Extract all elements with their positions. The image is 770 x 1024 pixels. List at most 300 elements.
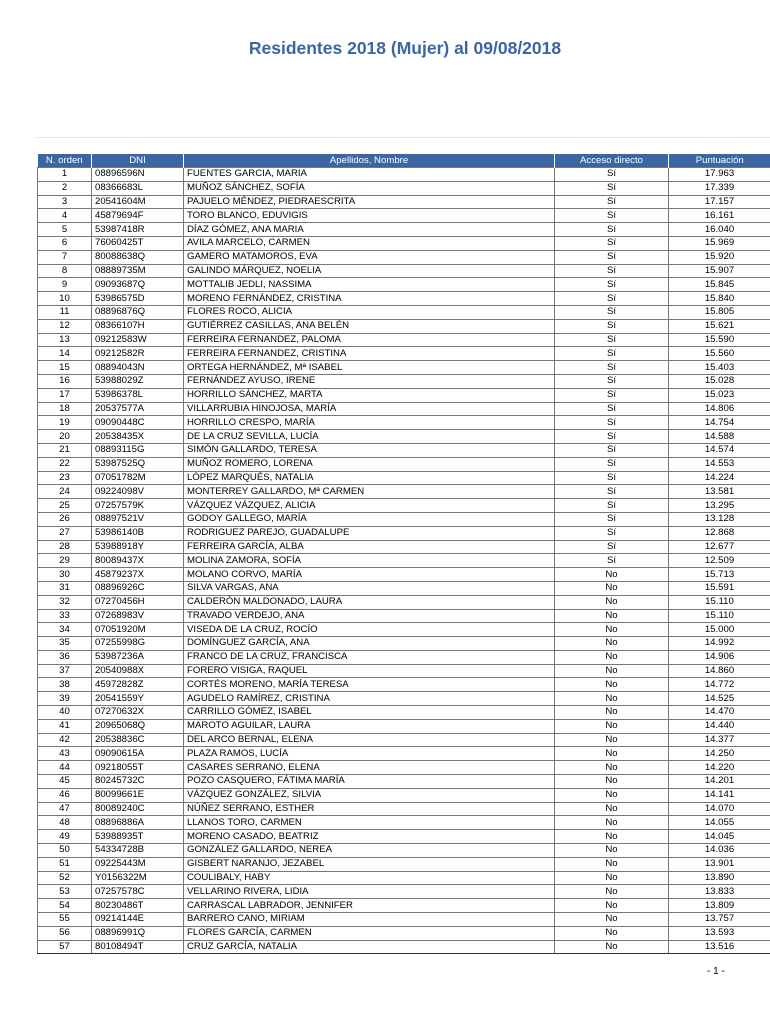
table-row	[38, 443, 770, 457]
cell-score: 13.757	[669, 913, 770, 927]
cell-order: 22	[38, 457, 92, 471]
cell-order: 11	[38, 305, 92, 319]
cell-access: Sí	[555, 361, 669, 375]
cell-dni: 07257578C	[92, 885, 184, 899]
cell-order: 6	[38, 236, 92, 250]
table-row	[38, 195, 770, 209]
cell-access: Sí	[555, 416, 669, 430]
cell-dni: 53986575D	[92, 292, 184, 306]
cell-name: CRUZ GARCÍA, NATALIA	[184, 940, 555, 954]
cell-order: 40	[38, 706, 92, 720]
table-row	[38, 209, 770, 223]
cell-score: 13.581	[669, 485, 770, 499]
cell-access: Sí	[555, 430, 669, 444]
table-row	[38, 623, 770, 637]
cell-order: 16	[38, 374, 92, 388]
cell-access: No	[555, 913, 669, 927]
table-header-row	[38, 154, 770, 168]
cell-order: 56	[38, 926, 92, 940]
cell-dni: 08893115G	[92, 443, 184, 457]
cell-order: 10	[38, 292, 92, 306]
cell-order: 3	[38, 195, 92, 209]
cell-access: No	[555, 595, 669, 609]
table-row	[38, 733, 770, 747]
table-row	[38, 416, 770, 430]
cell-dni: 09212583W	[92, 333, 184, 347]
table-row	[38, 650, 770, 664]
cell-score: 14.055	[669, 816, 770, 830]
table-row	[38, 292, 770, 306]
cell-access: No	[555, 802, 669, 816]
cell-name: SILVA VARGAS, ANA	[184, 581, 555, 595]
cell-access: Sí	[555, 388, 669, 402]
table-row	[38, 788, 770, 802]
table-row	[38, 926, 770, 940]
header-dni: DNI	[92, 154, 184, 168]
table-row	[38, 402, 770, 416]
cell-access: No	[555, 830, 669, 844]
cell-dni: 53987236A	[92, 650, 184, 664]
table-row	[38, 775, 770, 789]
cell-dni: 53987418R	[92, 223, 184, 237]
cell-order: 9	[38, 278, 92, 292]
cell-name: MAROTO AGUILAR, LAURA	[184, 719, 555, 733]
cell-name: VÁZQUEZ GONZÁLEZ, SILVIA	[184, 788, 555, 802]
cell-dni: 08896596N	[92, 168, 184, 182]
cell-score: 15.969	[669, 236, 770, 250]
cell-name: CARRILLO GÓMEZ, ISABEL	[184, 706, 555, 720]
cell-access: Sí	[555, 305, 669, 319]
cell-order: 34	[38, 623, 92, 637]
cell-score: 14.036	[669, 844, 770, 858]
cell-access: Sí	[555, 457, 669, 471]
cell-name: FERREIRA FERNANDEZ, CRISTINA	[184, 347, 555, 361]
cell-dni: 20540988X	[92, 664, 184, 678]
cell-name: FERREIRA FERNANDEZ, PALOMA	[184, 333, 555, 347]
cell-name: TORO BLANCO, EDUVIGIS	[184, 209, 555, 223]
cell-dni: 20965068Q	[92, 719, 184, 733]
cell-score: 14.440	[669, 719, 770, 733]
table-row	[38, 540, 770, 554]
cell-score: 14.377	[669, 733, 770, 747]
cell-dni: 20538836C	[92, 733, 184, 747]
cell-order: 50	[38, 844, 92, 858]
cell-order: 35	[38, 637, 92, 651]
cell-access: No	[555, 775, 669, 789]
cell-name: POZO CASQUERO, FÁTIMA MARÍA	[184, 775, 555, 789]
cell-score: 14.992	[669, 637, 770, 651]
cell-dni: 53986378L	[92, 388, 184, 402]
cell-dni: 45879694F	[92, 209, 184, 223]
cell-access: Sí	[555, 526, 669, 540]
cell-name: GODOY GALLEGO, MARÍA	[184, 512, 555, 526]
cell-score: 16.161	[669, 209, 770, 223]
table-row	[38, 457, 770, 471]
cell-dni: 09214144E	[92, 913, 184, 927]
cell-access: No	[555, 940, 669, 954]
cell-score: 13.516	[669, 940, 770, 954]
cell-name: FERREIRA GARCÍA, ALBA	[184, 540, 555, 554]
cell-score: 13.901	[669, 857, 770, 871]
cell-order: 39	[38, 692, 92, 706]
table-row	[38, 719, 770, 733]
cell-dni: 08896876Q	[92, 305, 184, 319]
cell-dni: 53988029Z	[92, 374, 184, 388]
cell-access: Sí	[555, 540, 669, 554]
cell-dni: 08896926C	[92, 581, 184, 595]
cell-access: No	[555, 609, 669, 623]
table-row	[38, 761, 770, 775]
cell-name: GUTIÉRREZ CASILLAS, ANA BELÉN	[184, 319, 555, 333]
table-row	[38, 333, 770, 347]
cell-score: 14.141	[669, 788, 770, 802]
cell-name: DE LA CRUZ SEVILLA, LUCÍA	[184, 430, 555, 444]
cell-score: 14.772	[669, 678, 770, 692]
cell-dni: 09090448C	[92, 416, 184, 430]
table-row	[38, 554, 770, 568]
cell-score: 12.677	[669, 540, 770, 554]
cell-name: GAMERO MATAMOROS, EVA	[184, 250, 555, 264]
cell-dni: 08366683L	[92, 181, 184, 195]
cell-access: Sí	[555, 168, 669, 182]
cell-dni: 07051920M	[92, 623, 184, 637]
cell-order: 46	[38, 788, 92, 802]
cell-dni: 08366107H	[92, 319, 184, 333]
cell-dni: 80089240C	[92, 802, 184, 816]
table-row	[38, 692, 770, 706]
cell-access: No	[555, 899, 669, 913]
cell-order: 57	[38, 940, 92, 954]
cell-dni: 09212582R	[92, 347, 184, 361]
cell-access: Sí	[555, 512, 669, 526]
cell-access: Sí	[555, 554, 669, 568]
table-row	[38, 361, 770, 375]
cell-score: 13.295	[669, 499, 770, 513]
table-row	[38, 319, 770, 333]
table-row	[38, 181, 770, 195]
table-row	[38, 830, 770, 844]
residents-table	[37, 154, 770, 954]
cell-access: Sí	[555, 499, 669, 513]
cell-order: 7	[38, 250, 92, 264]
cell-order: 36	[38, 650, 92, 664]
cell-order: 44	[38, 761, 92, 775]
cell-access: No	[555, 788, 669, 802]
cell-access: Sí	[555, 485, 669, 499]
cell-order: 25	[38, 499, 92, 513]
cell-access: Sí	[555, 236, 669, 250]
cell-order: 47	[38, 802, 92, 816]
cell-order: 17	[38, 388, 92, 402]
cell-name: CORTÉS MORENO, MARÍA TERESA	[184, 678, 555, 692]
cell-access: Sí	[555, 319, 669, 333]
divider	[36, 137, 770, 138]
table-row	[38, 885, 770, 899]
table-row	[38, 223, 770, 237]
cell-score: 15.591	[669, 581, 770, 595]
cell-name: CALDERÓN MALDONADO, LAURA	[184, 595, 555, 609]
cell-access: No	[555, 568, 669, 582]
cell-order: 42	[38, 733, 92, 747]
cell-dni: 09225443M	[92, 857, 184, 871]
cell-access: Sí	[555, 223, 669, 237]
cell-access: Sí	[555, 195, 669, 209]
cell-name: VISEDA DE LA CRUZ, ROCÍO	[184, 623, 555, 637]
cell-score: 17.157	[669, 195, 770, 209]
cell-name: VÁZQUEZ VÁZQUEZ, ALICIA	[184, 499, 555, 513]
table-row	[38, 664, 770, 678]
table-row	[38, 512, 770, 526]
cell-access: Sí	[555, 443, 669, 457]
cell-dni: 76060425T	[92, 236, 184, 250]
table-row	[38, 595, 770, 609]
table-row	[38, 678, 770, 692]
cell-name: HORRILLO CRESPO, MARÍA	[184, 416, 555, 430]
cell-order: 26	[38, 512, 92, 526]
cell-name: TRAVADO VERDEJO, ANA	[184, 609, 555, 623]
cell-access: No	[555, 581, 669, 595]
table-row	[38, 871, 770, 885]
cell-order: 15	[38, 361, 92, 375]
table-row	[38, 568, 770, 582]
page-number: - 1 -	[707, 966, 725, 977]
table-row	[38, 250, 770, 264]
cell-name: GISBERT NARANJO, JEZABEL	[184, 857, 555, 871]
cell-dni: 45972828Z	[92, 678, 184, 692]
cell-name: AGUDELO RAMÍREZ, CRISTINA	[184, 692, 555, 706]
cell-name: FORERO VISIGA, RAQUEL	[184, 664, 555, 678]
cell-order: 28	[38, 540, 92, 554]
header-score: Puntuación	[669, 154, 770, 168]
table-row	[38, 499, 770, 513]
cell-access: Sí	[555, 347, 669, 361]
cell-dni: 07270456H	[92, 595, 184, 609]
cell-order: 54	[38, 899, 92, 913]
cell-score: 14.553	[669, 457, 770, 471]
cell-name: CARRASCAL LABRADOR, JENNIFER	[184, 899, 555, 913]
cell-access: Sí	[555, 250, 669, 264]
cell-dni: 08896991Q	[92, 926, 184, 940]
cell-dni: 07268983V	[92, 609, 184, 623]
cell-score: 15.403	[669, 361, 770, 375]
cell-dni: 80230486T	[92, 899, 184, 913]
cell-order: 19	[38, 416, 92, 430]
cell-dni: 53988935T	[92, 830, 184, 844]
cell-access: Sí	[555, 181, 669, 195]
cell-order: 8	[38, 264, 92, 278]
table-row	[38, 388, 770, 402]
cell-order: 48	[38, 816, 92, 830]
cell-order: 24	[38, 485, 92, 499]
table-row	[38, 278, 770, 292]
cell-name: MONTERREY GALLARDO, Mª CARMEN	[184, 485, 555, 499]
cell-name: FLORES ROCO, ALICIA	[184, 305, 555, 319]
cell-order: 1	[38, 168, 92, 182]
cell-score: 15.840	[669, 292, 770, 306]
cell-dni: Y0156322M	[92, 871, 184, 885]
cell-order: 30	[38, 568, 92, 582]
table-row	[38, 168, 770, 182]
cell-score: 14.250	[669, 747, 770, 761]
cell-order: 37	[38, 664, 92, 678]
header-order: N. orden	[38, 154, 92, 168]
cell-score: 15.907	[669, 264, 770, 278]
cell-access: No	[555, 678, 669, 692]
cell-score: 14.906	[669, 650, 770, 664]
table-row	[38, 485, 770, 499]
cell-score: 14.806	[669, 402, 770, 416]
cell-score: 15.028	[669, 374, 770, 388]
cell-order: 14	[38, 347, 92, 361]
cell-access: Sí	[555, 292, 669, 306]
cell-access: No	[555, 692, 669, 706]
cell-name: LÓPEZ MARQUÉS, NATALIA	[184, 471, 555, 485]
cell-name: CASARES SERRANO, ELENA	[184, 761, 555, 775]
cell-order: 43	[38, 747, 92, 761]
cell-score: 14.220	[669, 761, 770, 775]
cell-name: MOLINA ZAMORA, SOFÍA	[184, 554, 555, 568]
table-body	[38, 168, 770, 954]
table-row	[38, 526, 770, 540]
cell-name: SIMÓN GALLARDO, TERESA	[184, 443, 555, 457]
cell-access: No	[555, 926, 669, 940]
cell-access: Sí	[555, 471, 669, 485]
cell-score: 16.040	[669, 223, 770, 237]
cell-dni: 08889735M	[92, 264, 184, 278]
cell-name: FERNÁNDEZ AYUSO, IRENE	[184, 374, 555, 388]
cell-score: 15.110	[669, 595, 770, 609]
table-row	[38, 747, 770, 761]
cell-score: 12.509	[669, 554, 770, 568]
cell-access: Sí	[555, 402, 669, 416]
cell-dni: 80099661E	[92, 788, 184, 802]
table-row	[38, 844, 770, 858]
table-row	[38, 637, 770, 651]
cell-score: 14.045	[669, 830, 770, 844]
cell-score: 15.000	[669, 623, 770, 637]
cell-dni: 09224098V	[92, 485, 184, 499]
cell-order: 53	[38, 885, 92, 899]
cell-score: 14.201	[669, 775, 770, 789]
cell-name: VILLARRUBIA HINOJOSA, MARÍA	[184, 402, 555, 416]
cell-name: GALINDO MÁRQUEZ, NOELIA	[184, 264, 555, 278]
cell-access: No	[555, 650, 669, 664]
table-row	[38, 899, 770, 913]
cell-dni: 80108494T	[92, 940, 184, 954]
cell-order: 27	[38, 526, 92, 540]
cell-name: PAJUELO MÉNDEZ, PIEDRAESCRITA	[184, 195, 555, 209]
cell-name: ORTEGA HERNÁNDEZ, Mª ISABEL	[184, 361, 555, 375]
cell-score: 13.809	[669, 899, 770, 913]
header-name: Apellidos, Nombre	[184, 154, 555, 168]
cell-access: No	[555, 857, 669, 871]
cell-score: 17.339	[669, 181, 770, 195]
cell-dni: 80088638Q	[92, 250, 184, 264]
cell-order: 4	[38, 209, 92, 223]
cell-order: 52	[38, 871, 92, 885]
cell-access: No	[555, 733, 669, 747]
header-access: Acceso directo	[555, 154, 669, 168]
cell-order: 49	[38, 830, 92, 844]
cell-access: No	[555, 623, 669, 637]
cell-score: 14.070	[669, 802, 770, 816]
cell-name: MUÑOZ SÁNCHEZ, SOFÍA	[184, 181, 555, 195]
cell-score: 15.621	[669, 319, 770, 333]
cell-name: FLORES GARCÍA, CARMEN	[184, 926, 555, 940]
cell-dni: 07255998G	[92, 637, 184, 651]
cell-score: 14.525	[669, 692, 770, 706]
table-row	[38, 305, 770, 319]
cell-order: 18	[38, 402, 92, 416]
cell-access: No	[555, 747, 669, 761]
cell-score: 15.845	[669, 278, 770, 292]
cell-access: Sí	[555, 209, 669, 223]
cell-score: 14.860	[669, 664, 770, 678]
cell-order: 33	[38, 609, 92, 623]
cell-order: 20	[38, 430, 92, 444]
cell-name: DOMÍNGUEZ GARCÍA, ANA	[184, 637, 555, 651]
cell-score: 17.963	[669, 168, 770, 182]
cell-name: NÚÑEZ SERRANO, ESTHER	[184, 802, 555, 816]
cell-order: 38	[38, 678, 92, 692]
cell-name: BARRERO CANO, MIRIAM	[184, 913, 555, 927]
table-row	[38, 706, 770, 720]
table-row	[38, 471, 770, 485]
table-row	[38, 609, 770, 623]
cell-order: 21	[38, 443, 92, 457]
cell-dni: 09090615A	[92, 747, 184, 761]
cell-access: Sí	[555, 374, 669, 388]
cell-score: 13.833	[669, 885, 770, 899]
cell-score: 15.713	[669, 568, 770, 582]
cell-dni: 20537577A	[92, 402, 184, 416]
cell-name: MOLANO CORVO, MARÍA	[184, 568, 555, 582]
table-row	[38, 802, 770, 816]
cell-name: DÍAZ GÓMEZ, ANA MARIA	[184, 223, 555, 237]
cell-dni: 07257579K	[92, 499, 184, 513]
cell-dni: 09218055T	[92, 761, 184, 775]
cell-order: 31	[38, 581, 92, 595]
cell-score: 14.588	[669, 430, 770, 444]
cell-score: 13.593	[669, 926, 770, 940]
table-row	[38, 347, 770, 361]
cell-score: 15.920	[669, 250, 770, 264]
cell-score: 14.574	[669, 443, 770, 457]
cell-order: 2	[38, 181, 92, 195]
cell-name: AVILA MARCELO, CARMEN	[184, 236, 555, 250]
cell-name: LLANOS TORO, CARMEN	[184, 816, 555, 830]
cell-order: 29	[38, 554, 92, 568]
cell-name: COULIBALY, HABY	[184, 871, 555, 885]
table-row	[38, 816, 770, 830]
cell-name: MUÑOZ ROMERO, LORENA	[184, 457, 555, 471]
cell-score: 15.560	[669, 347, 770, 361]
cell-access: No	[555, 871, 669, 885]
cell-name: HORRILLO SÁNCHEZ, MARTA	[184, 388, 555, 402]
table-row	[38, 264, 770, 278]
cell-name: MORENO CASADO, BEATRIZ	[184, 830, 555, 844]
cell-score: 15.590	[669, 333, 770, 347]
cell-score: 14.754	[669, 416, 770, 430]
cell-dni: 54334728B	[92, 844, 184, 858]
cell-dni: 08894043N	[92, 361, 184, 375]
cell-dni: 08896886A	[92, 816, 184, 830]
cell-access: No	[555, 706, 669, 720]
cell-score: 15.110	[669, 609, 770, 623]
table-row	[38, 581, 770, 595]
cell-name: FRANCO DE LA CRUZ, FRANCISCA	[184, 650, 555, 664]
cell-dni: 20541559Y	[92, 692, 184, 706]
